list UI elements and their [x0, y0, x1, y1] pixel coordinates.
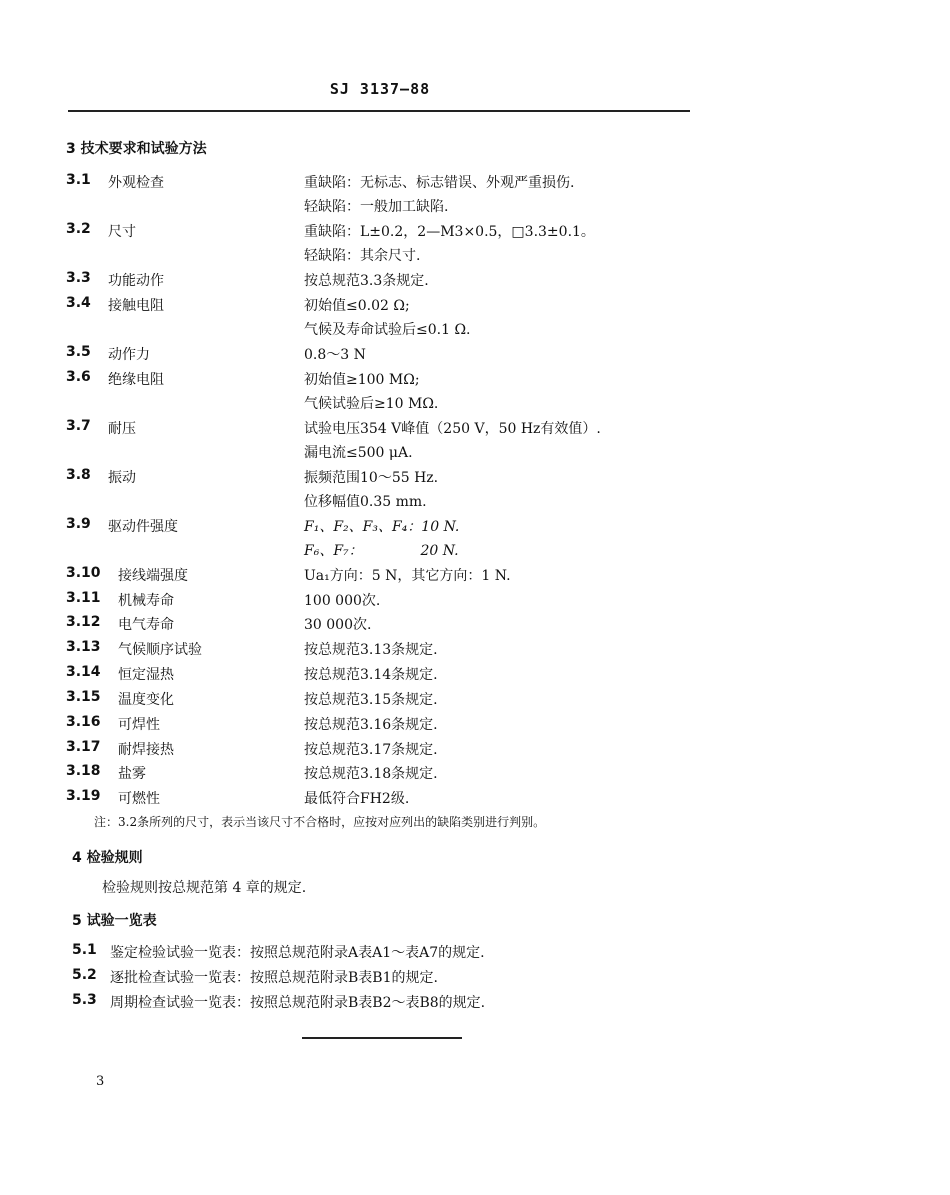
row-number: 3.8	[66, 467, 91, 483]
row-number: 3.5	[66, 344, 91, 360]
row-requirement: 试验电压354 V峰值（250 V，50 Hz有效值）.	[304, 421, 601, 437]
row-number: 3.17	[66, 739, 101, 755]
row-item: 功能动作	[108, 273, 164, 289]
row-item: 外观检查	[108, 175, 164, 191]
row-requirement: 按总规范3.17条规定.	[304, 742, 438, 758]
row-requirement: F₁、F₂、F₃、F₄：10 N.	[304, 519, 460, 535]
test-table-line: 鉴定检验试验一览表：按照总规范附录A表A1～表A7的规定.	[110, 945, 485, 961]
table-note: 注：3.2条所列的尺寸，表示当该尺寸不合格时，应按对应列出的缺陷类别进行判别。	[94, 815, 546, 829]
row-requirement: 按总规范3.16条规定.	[304, 717, 438, 733]
test-table-line: 周期检查试验一览表：按照总规范附录B表B2～表B8的规定.	[110, 995, 486, 1011]
row-requirement: 轻缺陷：一般加工缺陷.	[304, 199, 449, 215]
end-rule	[302, 1037, 462, 1039]
document-code: SJ 3137—88	[329, 80, 431, 98]
row-item: 接线端强度	[118, 568, 188, 584]
row-item: 绝缘电阻	[108, 372, 164, 388]
row-item: 驱动件强度	[108, 519, 178, 535]
row-number: 3.15	[66, 689, 101, 705]
row-requirement: 振频范围10～55 Hz.	[304, 470, 439, 486]
row-requirement: 位移幅值0.35 mm.	[304, 494, 427, 510]
row-requirement: 30 000次.	[304, 617, 372, 633]
row-number: 5.3	[72, 992, 97, 1008]
section-4-heading: 4 检验规则	[72, 850, 143, 866]
row-requirement: 初始值≥100 MΩ;	[304, 372, 420, 388]
row-item: 接触电阻	[108, 298, 164, 314]
row-number: 3.12	[66, 614, 101, 630]
row-number: 3.1	[66, 172, 91, 188]
row-requirement: 按总规范3.15条规定.	[304, 692, 438, 708]
row-requirement: 按总规范3.13条规定.	[304, 642, 438, 658]
row-requirement: 初始值≤0.02 Ω;	[304, 298, 410, 314]
row-number: 5.1	[72, 942, 97, 958]
row-number: 3.3	[66, 270, 91, 286]
row-requirement: 漏电流≤500 μA.	[304, 445, 413, 461]
row-number: 3.16	[66, 714, 101, 730]
row-requirement: 气候及寿命试验后≤0.1 Ω.	[304, 322, 471, 338]
row-requirement: 最低符合FH2级.	[304, 791, 410, 807]
header-rule	[68, 110, 690, 112]
row-item: 耐压	[108, 421, 136, 437]
row-number: 5.2	[72, 967, 97, 983]
row-requirement: F₆、F₇： 20 N.	[304, 543, 459, 559]
section-4-text: 检验规则按总规范第 4 章的规定.	[102, 880, 307, 896]
row-item: 电气寿命	[118, 617, 174, 633]
row-item: 气候顺序试验	[118, 642, 202, 658]
row-number: 3.14	[66, 664, 101, 680]
row-number: 3.9	[66, 516, 91, 532]
row-requirement: 气候试验后≥10 MΩ.	[304, 396, 439, 412]
page-number: 3	[96, 1074, 105, 1089]
row-item: 耐焊接热	[118, 742, 174, 758]
section-5-heading: 5 试验一览表	[72, 913, 157, 929]
row-requirement: 按总规范3.18条规定.	[304, 766, 438, 782]
row-requirement: 重缺陷：L±0.2，2—M3×0.5，□3.3±0.1。	[304, 224, 595, 240]
row-requirement: 按总规范3.14条规定.	[304, 667, 438, 683]
row-number: 3.13	[66, 639, 101, 655]
row-requirement: 轻缺陷：其余尺寸.	[304, 248, 421, 264]
row-number: 3.6	[66, 369, 91, 385]
row-item: 盐雾	[118, 766, 146, 782]
row-item: 可焊性	[118, 717, 160, 733]
row-item: 可燃性	[118, 791, 160, 807]
row-requirement: 重缺陷：无标志、标志错误、外观严重损伤.	[304, 175, 575, 191]
test-table-line: 逐批检查试验一览表：按照总规范附录B表B1的规定.	[110, 970, 438, 986]
row-number: 3.2	[66, 221, 91, 237]
row-item: 温度变化	[118, 692, 174, 708]
row-item: 尺寸	[108, 224, 136, 240]
row-number: 3.18	[66, 763, 101, 779]
row-requirement: 0.8～3 N	[304, 347, 366, 363]
row-requirement: 按总规范3.3条规定.	[304, 273, 429, 289]
row-number: 3.19	[66, 788, 101, 804]
row-number: 3.11	[66, 590, 101, 606]
row-item: 振动	[108, 470, 136, 486]
row-number: 3.10	[66, 565, 101, 581]
section-3-heading: 3 技术要求和试验方法	[66, 141, 207, 157]
row-item: 动作力	[108, 347, 150, 363]
row-item: 恒定湿热	[118, 667, 174, 683]
row-number: 3.7	[66, 418, 91, 434]
row-requirement: Ua₁方向：5 N，其它方向：1 N.	[304, 568, 511, 584]
row-requirement: 100 000次.	[304, 593, 381, 609]
row-item: 机械寿命	[118, 593, 174, 609]
row-number: 3.4	[66, 295, 91, 311]
